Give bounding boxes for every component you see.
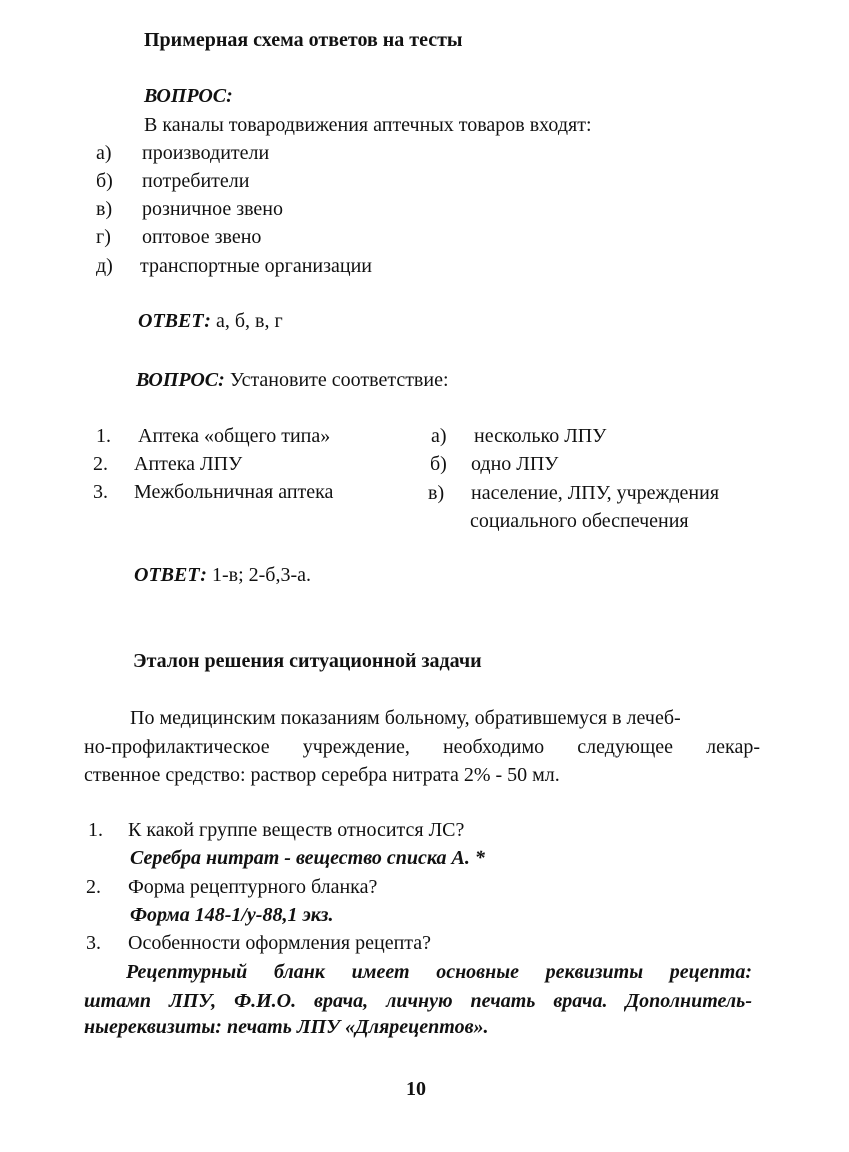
task-final-line: Рецептурный бланк имеет основные реквизиты рецепта: [126, 961, 752, 983]
q1-option-text: производители [142, 142, 270, 164]
task-intro-line: ственное средство: раствор серебра нитрата 2% - 50 мл. [84, 764, 560, 786]
q2-right-text: одно ЛПУ [471, 453, 559, 475]
task-item-num: 2. [86, 876, 101, 898]
q1-answer-row [138, 309, 283, 333]
q2-left-text: Аптека «общего типа» [138, 425, 331, 447]
task-intro-line: По медицинским показаниям больному, обратившемуся в лечеб- [130, 707, 681, 729]
q1-option-letter: а) [96, 142, 112, 164]
q2-answer-label: ОТВЕТ: [134, 564, 207, 586]
task-heading: Эталон решения ситуационной задачи [133, 650, 482, 672]
q2-left-text: Аптека ЛПУ [134, 453, 243, 475]
q2-label: ВОПРОС: [136, 369, 225, 391]
task-item-question: К какой группе веществ относится ЛС? [128, 819, 465, 841]
q2-right-letter: в) [428, 482, 445, 504]
q1-answer-label: ОТВЕТ: [138, 310, 211, 332]
q1-option-letter: в) [96, 198, 113, 220]
q1-option-text: оптовое звено [142, 226, 262, 248]
q1-option-text: розничное звено [142, 198, 283, 220]
q1-option-text: потребители [142, 170, 250, 192]
q1-option-text: транспортные организации [140, 255, 373, 277]
q1-option-letter: б) [96, 170, 113, 192]
q2-right-letter: а) [431, 425, 447, 447]
page-heading: Примерная схема ответов на тесты [144, 29, 463, 51]
q1-option-letter: г) [96, 226, 111, 248]
task-item-answer: Серебра нитрат - вещество списка А. * [130, 847, 485, 869]
q1-label: ВОПРОС: [144, 85, 233, 107]
task-item-question: Форма рецептурного бланка? [128, 876, 378, 898]
task-item-num: 3. [86, 932, 101, 954]
task-final-line: ныереквизиты: печать ЛПУ «Длярецептов». [84, 1016, 489, 1038]
task-intro-line: но-профилактическое учреждение, необходимо следующее лекар- [84, 736, 760, 758]
page-number: 10 [406, 1078, 426, 1100]
q2-answer-value: 1-в; 2-б,3-а. [211, 564, 312, 586]
q2-heading-row [136, 368, 449, 392]
q2-left-num: 1. [96, 425, 111, 447]
task-item-num: 1. [88, 819, 103, 841]
q2-right-text: несколько ЛПУ [474, 425, 607, 447]
q2-right-text: население, ЛПУ, учреждения [471, 482, 720, 504]
q1-option-letter: д) [96, 255, 113, 277]
q2-answer-row [134, 563, 311, 587]
q2-left-text: Межбольничная аптека [134, 481, 334, 503]
q2-text: Установите соответствие: [229, 369, 449, 391]
q2-left-num: 2. [93, 453, 108, 475]
q1-text: В каналы товародвижения аптечных товаров входят: [144, 114, 592, 136]
task-item-question: Особенности оформления рецепта? [128, 932, 432, 954]
q2-right-letter: б) [430, 453, 447, 475]
q1-answer-value: а, б, в, г [215, 310, 283, 332]
task-final-line: штамп ЛПУ, Ф.И.О. врача, личную печать врача. Дополнитель- [84, 990, 752, 1012]
q2-left-num: 3. [93, 481, 108, 503]
q2-right-continuation: социального обеспечения [470, 510, 689, 532]
task-item-answer: Форма 148-1/у-88,1 экз. [130, 904, 334, 926]
